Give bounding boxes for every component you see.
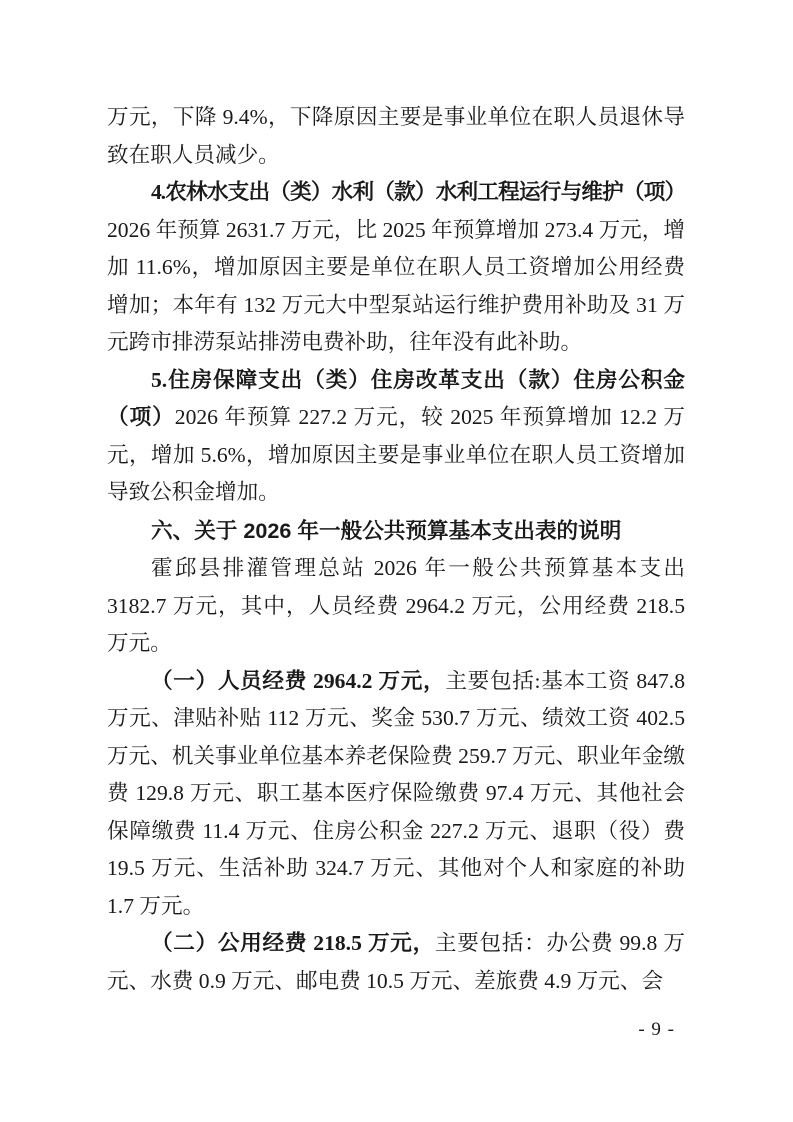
paragraph-overview [107, 550, 685, 663]
paragraph-continuation [107, 99, 685, 174]
section-heading-text: 六、关于 2026 年一般公共预算基本支出表的说明 [151, 517, 622, 543]
public-funds-body-run: 主要包括：办公费 99.8 万元、水费 0.9 万元、邮电费 10.5 万元、差旅费 4.9 万元、会 [107, 931, 685, 993]
public-funds-heading-run: （二）公用经费 218.5 万元， [151, 931, 435, 955]
document-content [107, 99, 685, 1000]
item-5-heading-run: 5.住房保障支出（类）住房改革支出（款）住房公积金（项） [107, 367, 685, 429]
paragraph-public-funds [107, 925, 685, 1000]
paragraph-item-4 [107, 174, 685, 362]
section-heading [107, 512, 685, 551]
paragraph-item-5 [107, 362, 685, 512]
personnel-funds-heading-run: （一）人员经费 2964.2 万元， [151, 668, 446, 693]
text-run: 万元，下降 9.4%，下降原因主要是事业单位在职人员退休导致在职人员减少。 [107, 105, 685, 167]
item-5-body-run: 2026 年预算 227.2 万元，较 2025 年预算增加 12.2 万元，增加 5.6%，增加原因主要是事业单位在职人员工资增加导致公积金增加。 [107, 405, 685, 504]
page-number: - 9 - [638, 1019, 675, 1040]
item-4-heading-run: 4.农林水支出（类）水利（款）水利工程运行与维护（项） [151, 180, 685, 204]
overview-text-run: 霍邱县排灌管理总站 2026 年一般公共预算基本支出 3182.7 万元，其中，人员经费 2964.2 万元，公用经费 218.5 万元。 [107, 556, 685, 655]
item-4-body-run: 2026 年预算 2631.7 万元，比 2025 年预算增加 273.4 万元，增加 11.6%，增加原因主要是单位在职人员工资增加公用经费增加；本年有 132 万元大中型泵站运行维护费用补助及 31 万元跨市排涝泵站排涝电费补助，往年没有此补助。 [107, 217, 685, 354]
personnel-funds-body-run: 主要包括:基本工资 847.8 万元、津贴补贴 112 万元、奖金 530.7 万元、绩效工资 402.5 万元、机关事业单位基本养老保险费 259.7 万元、职业年金缴费 129.8 万元、职工基本医疗保险缴费 97.4 万元、其他社会保障缴费 11.4 万元、住房公积金 227.2 万元、退职（役）费 19.5 万元、生活补助 324.7 万元、其他对个人和家庭的补助 1.7 万元。 [107, 668, 686, 918]
paragraph-personnel-funds [107, 663, 685, 926]
